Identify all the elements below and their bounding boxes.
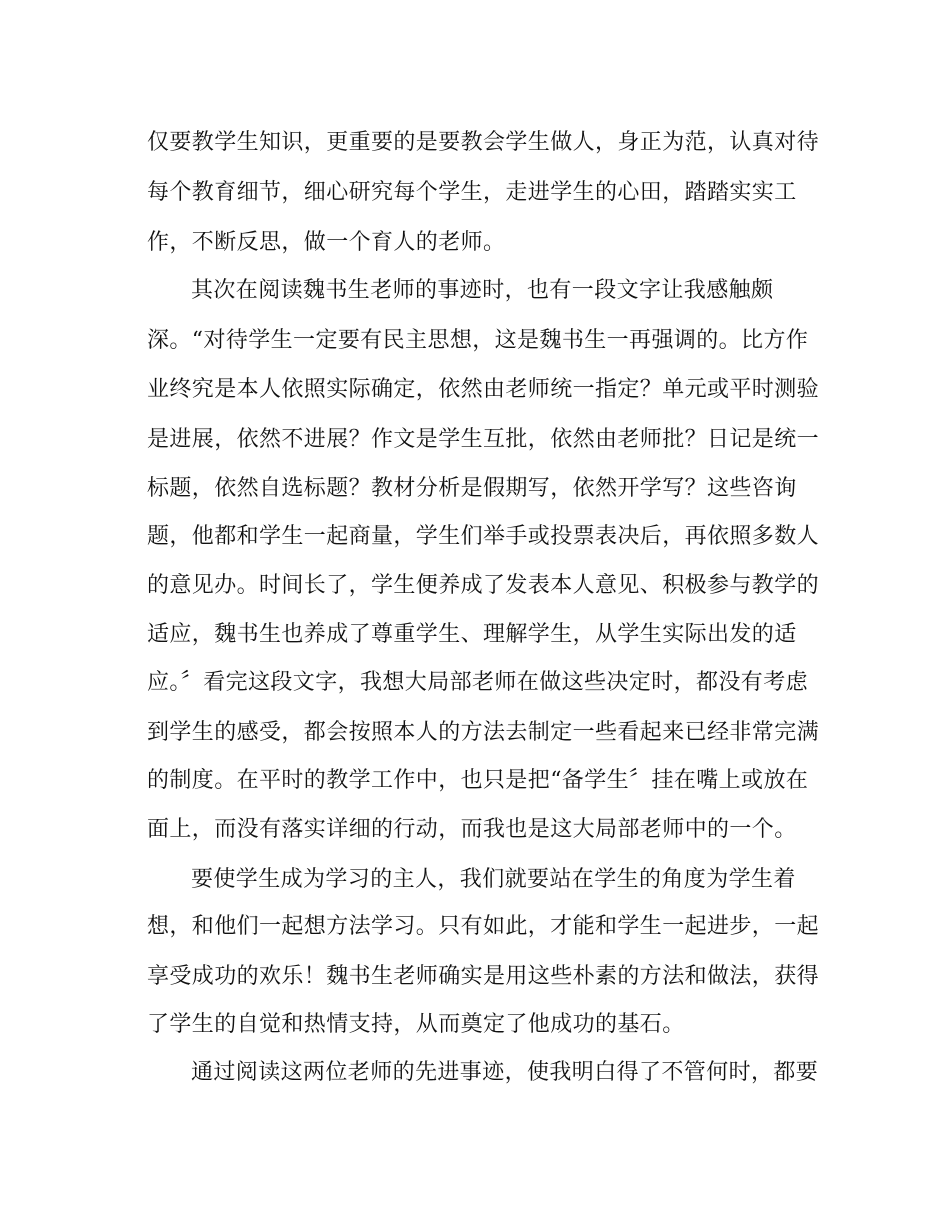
text-line: 每个教育细节，细心研究每个学生，走进学生的心田，踏踏实实工 [147,180,797,205]
text-line: 面上，而没有落实详细的行动，而我也是这大局部老师中的一个。 [147,817,797,842]
text-line: 深。“对待学生一定要有民主思想，这是魏书生一再强调的。比方作 [147,328,809,353]
text-line: 的意见办。时间长了，学生便养成了发表本人意见、积极参与教学的 [147,573,820,598]
text-line: 要使学生成为学习的主人，我们就要站在学生的角度为学生着 [191,867,796,892]
text-line: 是进展，依然不进展？作文是学生互批，依然由老师批？日记是统一 [147,427,820,452]
text-line: 业终究是本人依照实际确定，依然由老师统一指定？单元或平时测验 [147,377,820,402]
text-line: 应。〞看完这段文字，我想大局部老师在做这些决定时，都没有考虑 [147,670,809,695]
text-line: 的制度。在平时的教学工作中，也只是把“备学生〞挂在嘴上或放在 [147,768,809,793]
text-line: 想，和他们一起想方法学习。只有如此，才能和学生一起进步，一起 [147,914,820,939]
text-line: 享受成功的欢乐！魏书生老师确实是用这些朴素的方法和做法，获得 [147,964,820,989]
text-line: 标题，依然自选标题？教材分析是假期写，依然开学写？这些咨询 [147,476,797,501]
text-line: 了学生的自觉和热情支持，从而奠定了他成功的基石。 [147,1012,685,1037]
text-line: 仅要教学生知识，更重要的是要教会学生做人，身正为范，认真对待 [147,130,820,155]
text-line: 适应，魏书生也养成了尊重学生、理解学生，从学生实际出发的适 [147,622,797,647]
text-line: 到学生的感受，都会按照本人的方法去制定一些看起来已经非常完满 [147,720,820,745]
text-line: 作，不断反思，做一个育人的老师。 [147,230,506,255]
text-line: 通过阅读这两位老师的先进事迹，使我明白得了不管何时，都要 [191,1060,819,1085]
text-line: 题，他都和学生一起商量，学生们举手或投票表决后，再依照多数人 [147,524,820,549]
text-line: 其次在阅读魏书生老师的事迹时，也有一段文字让我感触颇 [191,278,774,303]
